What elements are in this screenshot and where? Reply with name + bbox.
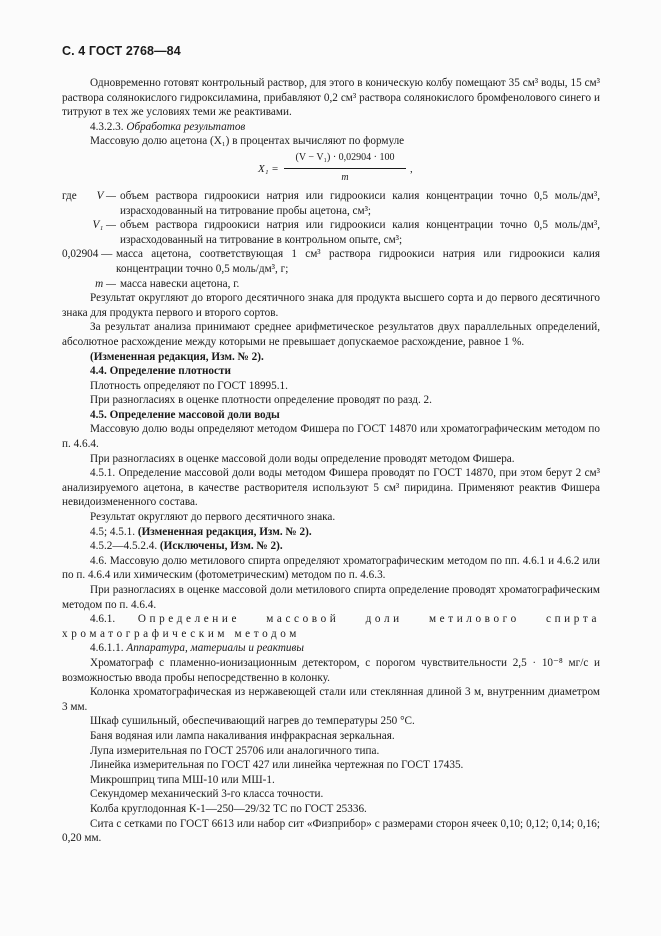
section-title: Обработка результатов bbox=[126, 120, 246, 133]
paragraph-water-1: Массовую долю воды определяют методом Фишера по ГОСТ 14870 или хроматографическим методом по п. 4.6.4. bbox=[62, 423, 600, 451]
definition-text: масса ацетона, соответствующая 1 см³ раствора гидроокиси натрия или гидроокиси калия концентрации точно 0,5 моль/дм³, г; bbox=[116, 248, 600, 275]
definition-text: объем раствора гидроокиси натрия или гидроокиси калия концентрации точно 0,5 моль/дм³, израсходованный на титрование пробы ацетона, см³; bbox=[120, 189, 600, 217]
paragraph-formula-intro: Массовую долю ацетона (X₁) в процентах вычисляют по формуле bbox=[90, 135, 405, 148]
item-flask: Колба круглодонная К-1—250—29/32 ТС по ГОСТ 25336. bbox=[90, 802, 367, 815]
definition-text: объем раствора гидроокиси натрия или гидроокиси калия концентрации точно 0,5 моль/дм³, израсходованный на титрование в контрольном опыте, см³; bbox=[120, 219, 600, 246]
paragraph-result: За результат анализа принимают среднее арифметическое результатов двух параллельных определений, абсолютное расхождение между которыми не превышает допускаемое расхождение, равное 1 %. bbox=[62, 321, 600, 348]
definition-symbol: V₁ — bbox=[92, 219, 116, 232]
paragraph-density-2: При разногласиях в оценке плотности определение проводят по разд. 2. bbox=[90, 394, 432, 407]
item-chromatograph: Хроматограф с пламенно-ионизационным детектором, с порогом чувствительности 2,5 · 10⁻⁸ мг/с и возможностью ввода пробы непосредственно в колонку. bbox=[62, 656, 600, 684]
item-loupe: Лупа измерительная по ГОСТ 25706 или аналогичного типа. bbox=[90, 744, 380, 757]
paragraph-rounding-1: Результат округляют до второго десятичного знака для продукта высшего сорта и до первого десятичного знака для продукта первого и второго сортов. bbox=[62, 292, 600, 319]
item-sieves: Сита с сетками по ГОСТ 6613 или набор сит «Физприбор» с размерами сторон ячеек 0,10; 0,12; 0,14; 0,16; 0,20 мм. bbox=[62, 817, 600, 845]
page-body bbox=[62, 76, 600, 846]
paragraph-4-6: 4.6. Массовую долю метилового спирта определяют хроматографическим методом по пп. 4.6.1 и 4.6.2 или по п. 4.6.4 или химическим (фотометрическим) методом по п. 4.6.3. bbox=[62, 554, 600, 582]
edition-note-2: 4.5; 4.5.1. (Измененная редакция, Изм. № 2). bbox=[90, 525, 312, 538]
item-ruler: Линейка измерительная по ГОСТ 427 или линейка чертежная по ГОСТ 17435. bbox=[90, 759, 464, 772]
where-label: где bbox=[62, 189, 77, 202]
formula-fraction bbox=[284, 151, 406, 185]
item-stopwatch: Секундомер механический 3-го класса точности. bbox=[90, 788, 324, 801]
paragraph-density-1: Плотность определяют по ГОСТ 18995.1. bbox=[90, 379, 288, 392]
formula-comma: , bbox=[410, 162, 413, 175]
paragraph-4-5-1: 4.5.1. Определение массовой доли воды методом Фишера проводят по ГОСТ 14870, при этом берут 2 см³ анализируемого ацетона, в качестве растворителя используют 5 см³ пиридина. Применяют реактив Фишера невидоизмененного состава. bbox=[62, 467, 600, 509]
formula-denominator: m bbox=[341, 171, 349, 183]
formula-acetone bbox=[62, 151, 600, 189]
paragraph-rounding-2: Результат округляют до первого десятичного знака. bbox=[90, 511, 336, 524]
paragraph-control-solution: Одновременно готовят контрольный раствор, для этого в коническую колбу помещают 35 см³ воды, 15 см³ раствора солянокислого гидроксиламина, прибавляют 0,2 см³ раствора солянокислого бромфенолового синего и титруют в тех же условиях теми же реактивами. bbox=[62, 77, 600, 119]
definition-coefficient bbox=[62, 247, 600, 276]
section-4-3-2-3 bbox=[62, 120, 600, 135]
definition-m bbox=[62, 277, 600, 292]
definition-v1 bbox=[62, 218, 600, 247]
section-number: 4.3.2.3. bbox=[90, 120, 124, 133]
definition-text: масса навески ацетона, г. bbox=[120, 277, 240, 290]
item-bath: Баня водяная или лампа накаливания инфракрасная зеркальная. bbox=[90, 729, 395, 742]
paragraph-water-2: При разногласиях в оценке массовой доли воды определение проводят методом Фишера. bbox=[90, 452, 515, 465]
definition-symbol: m — bbox=[95, 277, 116, 290]
heading-4-4: 4.4. Определение плотности bbox=[90, 365, 231, 378]
heading-4-5: 4.5. Определение массовой доли воды bbox=[90, 408, 280, 421]
item-column: Колонка хроматографическая из нержавеющей стали или стеклянная длиной 3 м, внутренним диаметром 3 мм. bbox=[62, 686, 600, 713]
variable-definitions bbox=[62, 189, 600, 291]
formula-numerator: (V − V₁) · 0,02904 · 100 bbox=[284, 151, 406, 169]
edition-note-1: (Измененная редакция, Изм. № 2). bbox=[90, 350, 264, 363]
definition-symbol: 0,02904 — bbox=[62, 248, 113, 261]
definition-symbol: V — bbox=[96, 189, 116, 202]
paragraph-4-6-disputes: При разногласиях в оценке массовой доли метилового спирта определение проводят хроматографическим методом по п. 4.6.4. bbox=[62, 584, 600, 611]
item-syringe: Микрошприц типа МШ-10 или МШ-1. bbox=[90, 773, 275, 786]
heading-4-6-1: 4.6.1. Определение массовой доли метилового спирта хроматографическим методом bbox=[62, 613, 601, 640]
exclusion-note: 4.5.2—4.5.2.4. (Исключены, Изм. № 2). bbox=[90, 540, 283, 553]
page-header: С. 4 ГОСТ 2768—84 bbox=[62, 44, 181, 58]
item-oven: Шкаф сушильный, обеспечивающий нагрев до температуры 250 °С. bbox=[90, 715, 415, 728]
definition-v bbox=[62, 189, 600, 218]
heading-4-6-1-1: 4.6.1.1. Аппаратура, материалы и реактивы bbox=[90, 642, 304, 655]
formula-lhs: X₁ = bbox=[258, 162, 279, 175]
